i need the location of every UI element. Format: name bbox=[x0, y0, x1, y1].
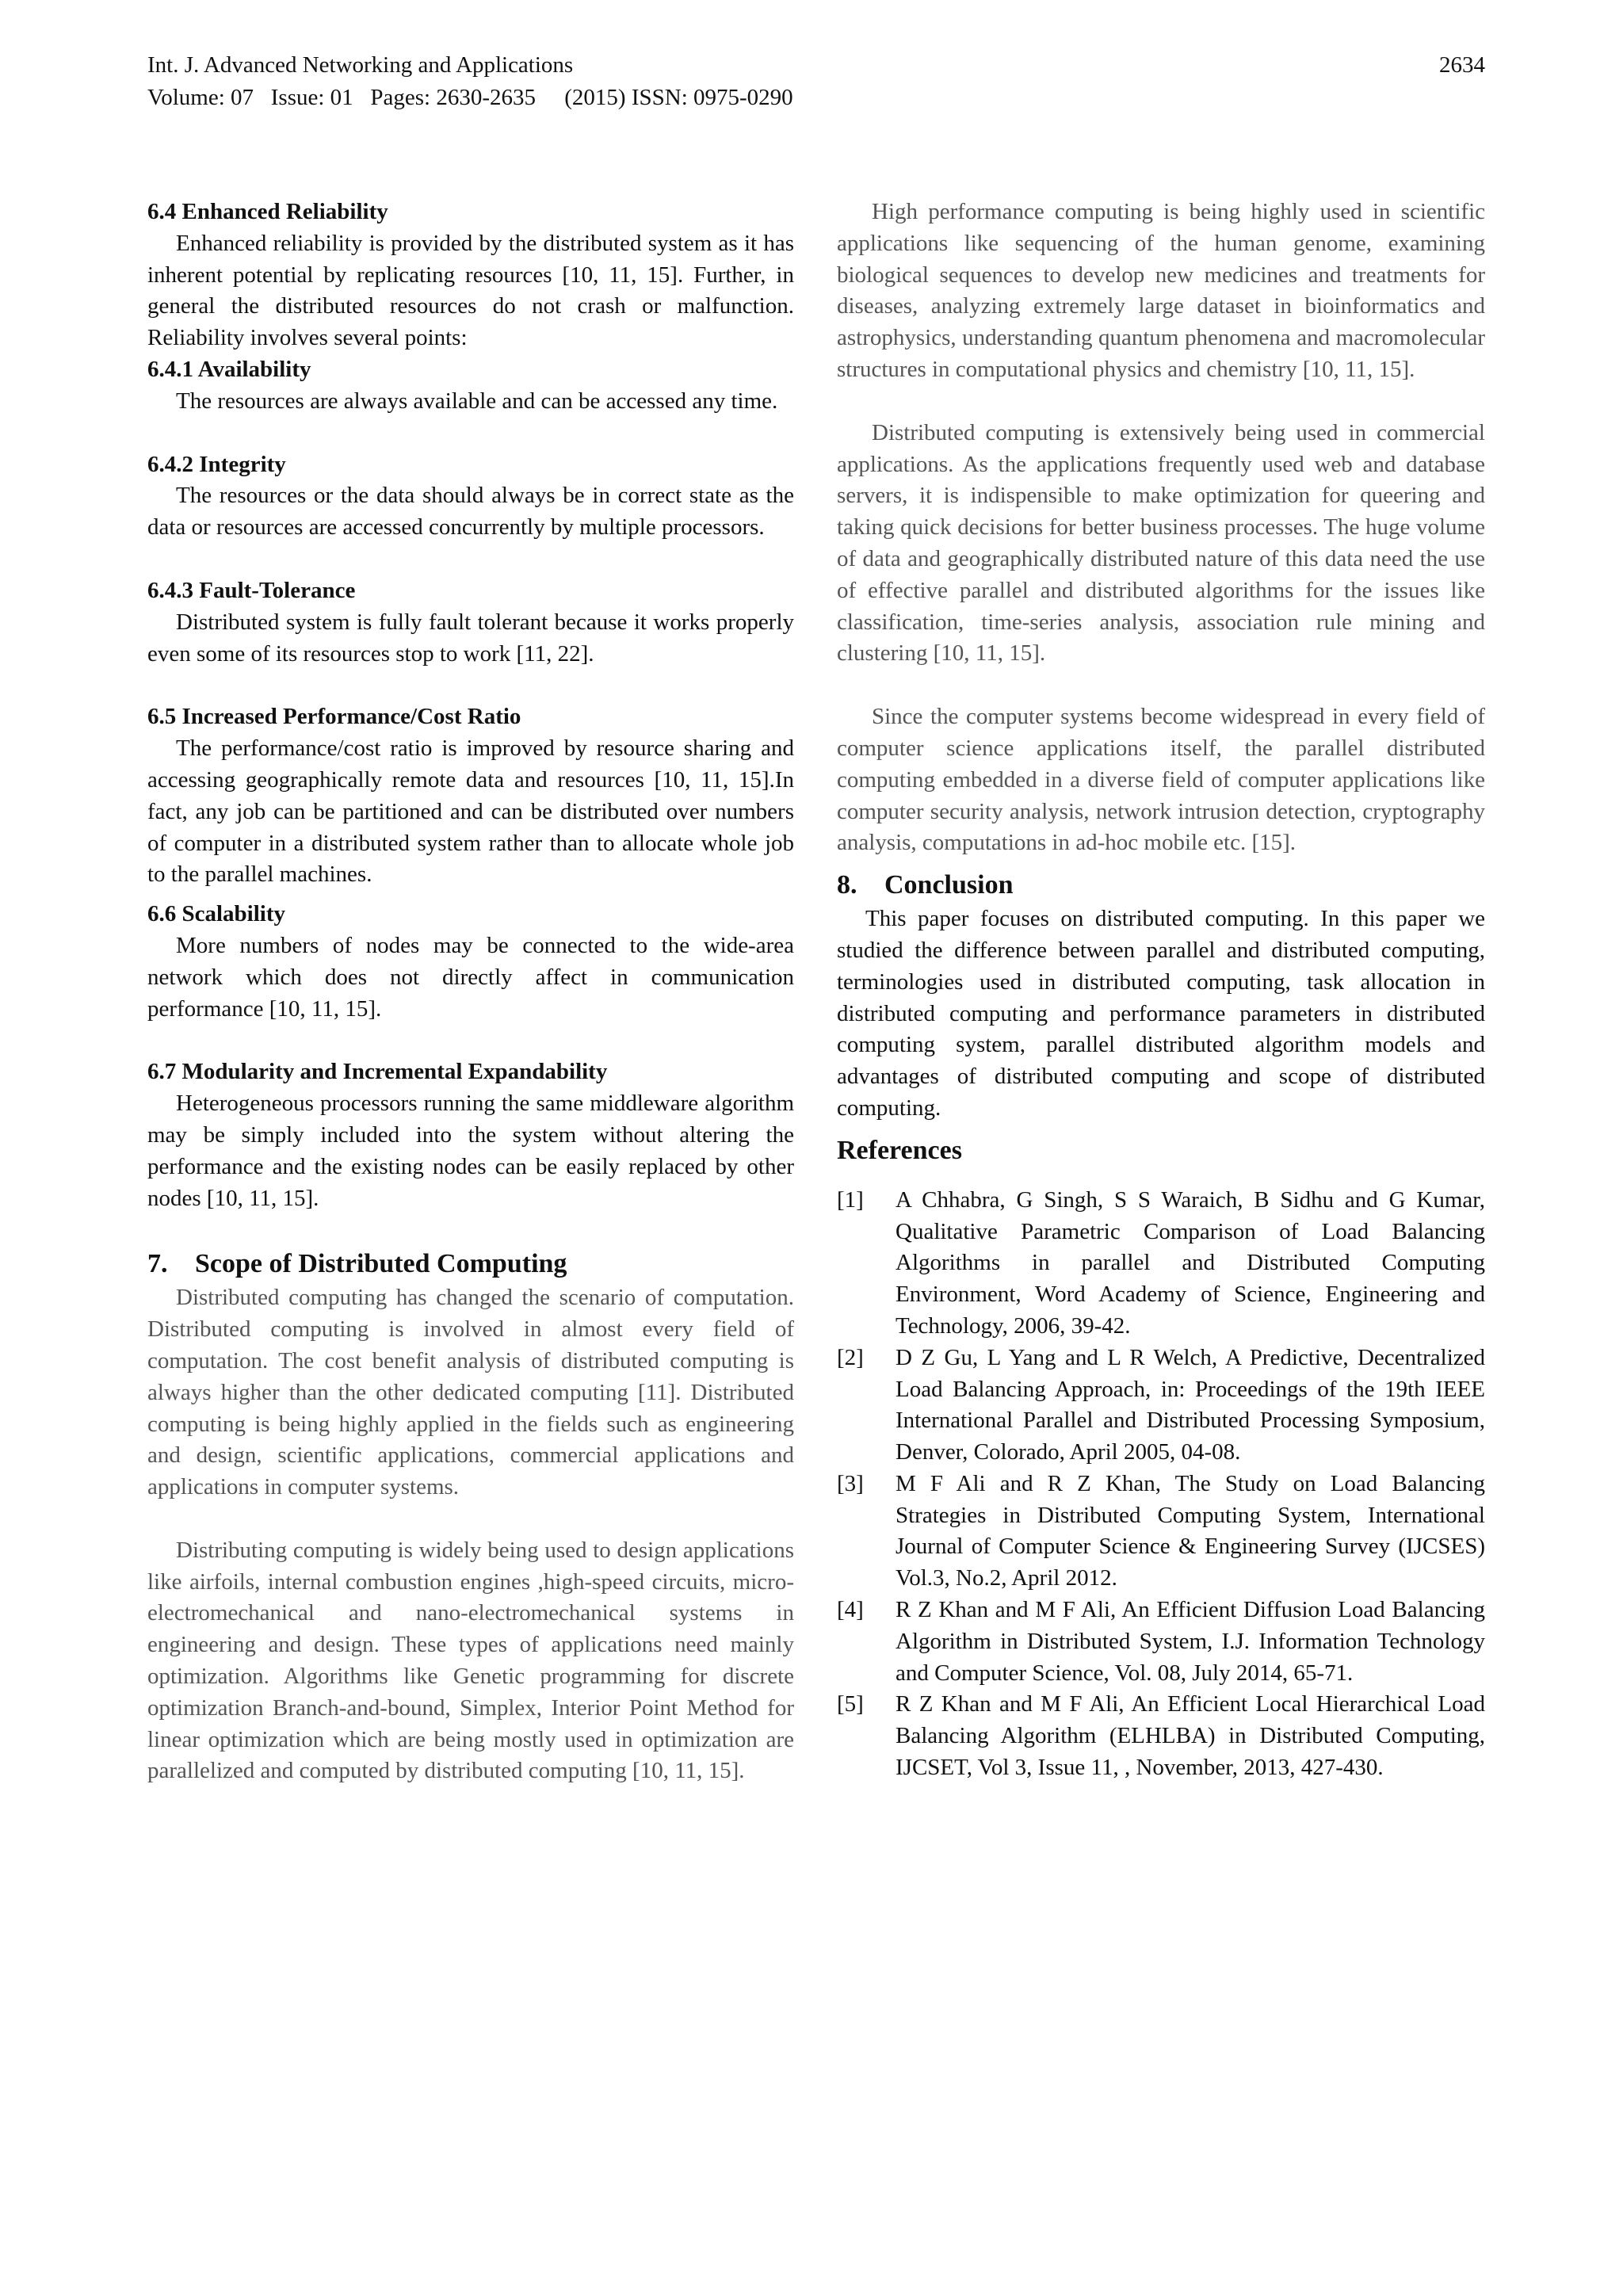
heading-6-4: 6.4 Enhanced Reliability bbox=[147, 199, 388, 224]
reference-item bbox=[837, 1469, 1485, 1595]
paragraph-6-5: The performance/cost ratio is improved by resource sharing and accessing geographically remote data and resources [10, 11, 15].In fact, any job can be partitioned and can be distributed over numbers of computer in a distributed system rather than to allocate whole job to the parallel machines. bbox=[147, 735, 794, 888]
paragraph-6-7: Heterogeneous processors running the same middleware algorithm may be simply included into the system without altering the performance and the existing nodes can be easily replaced by other nodes [10, 11, 15]. bbox=[147, 1091, 794, 1211]
heading-6-4-2: 6.4.2 Integrity bbox=[147, 451, 286, 477]
reference-text: D Z Gu, L Yang and L R Welch, A Predictive, Decentralized Load Balancing Approach, in: Proceedings of the 19th IEEE International Parallel and Distributed Processing Symposium, Denver, Colorado, April 2005, 04-08. bbox=[896, 1344, 1485, 1465]
reference-item bbox=[837, 1689, 1485, 1783]
paragraph-6-6: More numbers of nodes may be connected to the wide-area network which does not directly affect in communication performance [10, 11, 15]. bbox=[147, 932, 794, 1022]
paragraph-7-2: Distributing computing is widely being used to design applications like airfoils, internal combustion engines ,high-speed circuits, micro-electromechanical and nano-electromechanical systems in engineering and design. These types of applications need mainly optimization. Algorithms like Genetic programming for discrete optimization Branch-and-bound, Simplex, Interior Point Method for linear optimization which are being mostly used in optimization are parallelized and computed by distributed computing [10, 11, 15]. bbox=[147, 1537, 794, 1784]
heading-section-8 bbox=[837, 867, 1485, 904]
paragraph-6-4-3: Distributed system is fully fault tolerant because it works properly even some of its resources stop to work [11, 22]. bbox=[147, 609, 794, 667]
paragraph-conclusion: This paper focuses on distributed computing. In this paper we studied the difference between parallel and distributed computing, terminologies used in distributed computing, task allocation in distributed computing and performance parameters in distributed computing system, parallel distributed algorithm models and advantages of distributed computing and scope of distributed computing. bbox=[837, 906, 1485, 1121]
heading-6-4-3: 6.4.3 Fault-Tolerance bbox=[147, 577, 356, 603]
reference-list bbox=[837, 1185, 1485, 1784]
paragraph-7-1: Distributed computing has changed the scenario of computation. Distributed computing is involved in almost every field of computation. The cost benefit analysis of distributed computing is always higher than the other dedicated computing [11]. Distributed computing is being highly applied in the fields such as engineering and design, scientific applications, commercial applications and applications in computer systems. bbox=[147, 1285, 794, 1500]
page-number: 2634 bbox=[1439, 52, 1485, 78]
heading-6-7: 6.7 Modularity and Incremental Expandability bbox=[147, 1059, 608, 1085]
volume-line: Volume: 07 Issue: 01 Pages: 2630-2635 (2015) ISSN: 0975-0290 bbox=[147, 85, 793, 110]
paragraph-6-4-2: The resources or the data should always be in correct state as the data or resources are accessed concurrently by multiple processors. bbox=[147, 483, 794, 541]
journal-title: Int. J. Advanced Networking and Applications bbox=[147, 52, 574, 78]
heading-section-7 bbox=[147, 1246, 794, 1282]
reference-number: [2] bbox=[837, 1344, 864, 1370]
reference-text: A Chhabra, G Singh, S S Waraich, B Sidhu and G Kumar, Qualitative Parametric Comparison of Load Balancing Algorithms in parallel and Distributed Computing Environment, Word Academy of Science, Engineering and Technology, 2006, 39-42. bbox=[896, 1186, 1485, 1339]
heading-6-4-1: 6.4.1 Availability bbox=[147, 356, 311, 382]
reference-number: [3] bbox=[837, 1470, 864, 1496]
paragraph-computer-systems: Since the computer systems become widespread in every field of computer science applications itself, the parallel distributed computing embedded in a diverse field of computer applications like computer security analysis, network intrusion detection, cryptography analysis, computations in ad-hoc mobile etc. [15]. bbox=[837, 704, 1485, 856]
page-header bbox=[147, 49, 1485, 114]
reference-number: [5] bbox=[837, 1691, 864, 1717]
paragraph-hpc: High performance computing is being highly used in scientific applications like sequencing of the human genome, examining biological sequences to develop new medicines and treatments for diseases, analyzing extremely large dataset in bioinformatics and astrophysics, understanding quantum phenomena and macromolecular structures in computational physics and chemistry [10, 11, 15]. bbox=[837, 199, 1485, 382]
reference-text: M F Ali and R Z Khan, The Study on Load Balancing Strategies in Distributed Computing System, International Journal of Computer Science & Engineering Survey (IJCSES) Vol.3, No.2, April 2012. bbox=[896, 1470, 1485, 1591]
heading-references: References bbox=[837, 1135, 962, 1165]
heading-6-5: 6.5 Increased Performance/Cost Ratio bbox=[147, 704, 521, 730]
section-8-title: Conclusion bbox=[884, 870, 1014, 900]
reference-item bbox=[837, 1595, 1485, 1689]
reference-number: [1] bbox=[837, 1186, 864, 1213]
reference-item bbox=[837, 1343, 1485, 1469]
paragraph-commercial: Distributed computing is extensively being used in commercial applications. As the applications frequently used web and database servers, it is indispensible to make optimization for queering and taking quick decisions for better business processes. The huge volume of data and geographically distributed nature of this data need the use of effective parallel and distributed algorithms for the issues like classification, time-series analysis, association rule mining and clustering [10, 11, 15]. bbox=[837, 419, 1485, 667]
paragraph-6-4: Enhanced reliability is provided by the distributed system as it has inherent potential by replicating resources [10, 11, 15]. Further, in general the distributed resources do not crash or malfunction. Reliability involves several points: bbox=[147, 230, 794, 351]
reference-item bbox=[837, 1185, 1485, 1343]
reference-number: [4] bbox=[837, 1597, 864, 1623]
right-column bbox=[837, 197, 1485, 1784]
reference-text: R Z Khan and M F Ali, An Efficient Local Hierarchical Load Balancing Algorithm (ELHLBA) in Distributed Computing, IJCSET, Vol 3, Issue 11, , November, 2013, 427-430. bbox=[896, 1691, 1485, 1781]
left-column bbox=[147, 197, 794, 1787]
section-8-number: 8. bbox=[837, 870, 857, 900]
section-7-title: Scope of Distributed Computing bbox=[195, 1249, 567, 1279]
heading-6-6: 6.6 Scalability bbox=[147, 901, 286, 927]
paragraph-6-4-1: The resources are always available and can be accessed any time. bbox=[176, 388, 778, 414]
section-7-number: 7. bbox=[147, 1249, 168, 1279]
reference-text: R Z Khan and M F Ali, An Efficient Diffusion Load Balancing Algorithm in Distributed System, I.J. Information Technology and Computer Science, Vol. 08, July 2014, 65-71. bbox=[896, 1597, 1485, 1686]
